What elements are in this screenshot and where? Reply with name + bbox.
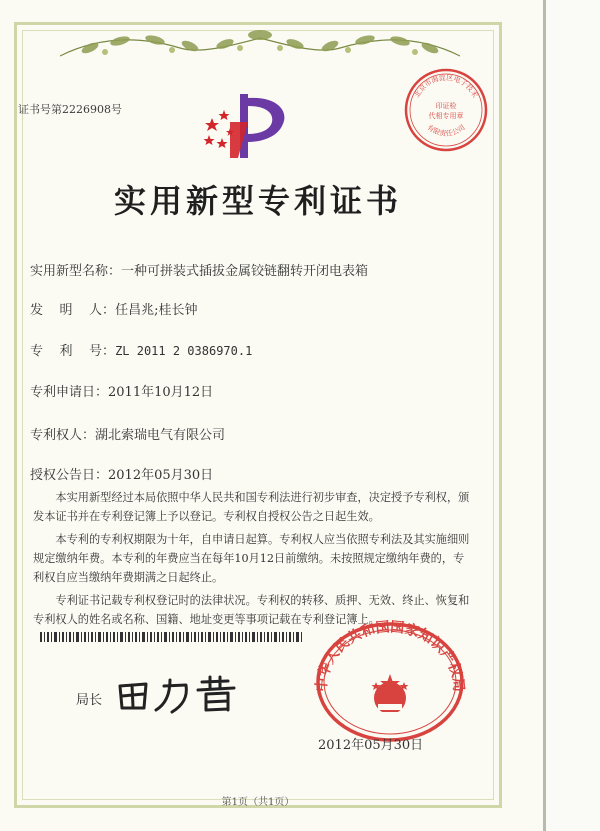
small-stamp-top-text: 北京市海淀区电子技术 xyxy=(412,73,480,100)
certificate-number: 证书号第2226908号 xyxy=(18,103,122,116)
field-value: ZL 2011 2 0386970.1 xyxy=(115,344,253,358)
field-inventor xyxy=(30,299,197,318)
field-label: 专 利 号： xyxy=(30,344,116,359)
barcode xyxy=(40,632,302,642)
field-value: 湖北索瑞电气有限公司 xyxy=(95,428,226,443)
field-patentee xyxy=(30,424,225,443)
field-utility-model-name xyxy=(30,260,368,279)
field-label: 专利申请日： xyxy=(30,385,109,400)
seal-text: 中华人民共和国国家知识产权局 xyxy=(313,620,467,693)
agency-stamp xyxy=(402,66,490,154)
right-margin xyxy=(542,0,600,831)
svg-text:印证检: 印证检 xyxy=(435,102,457,110)
field-value: 2012年05月30日 xyxy=(108,468,214,483)
seal-date: 2012年05月30日 xyxy=(318,738,424,753)
certificate-title: 实用新型专利证书 xyxy=(113,182,402,220)
body-paragraph: 本实用新型经过本局依照中华人民共和国专利法进行初步审查，决定授予专利权，颁发本证书并在专利登记簿上予以登记。专利权自授权公告之日起生效。 xyxy=(33,491,470,523)
small-stamp-bottom-text: 有限责任公司 xyxy=(425,123,467,138)
certificate-body xyxy=(33,488,473,633)
field-label: 专利权人： xyxy=(30,428,96,443)
garland-decoration xyxy=(60,26,460,66)
page-indicator: 第1页（共1页） xyxy=(221,797,295,808)
body-paragraph: 专利证书记载专利权登记时的法律状况。专利权的转移、质押、无效、终止、恢复和专利权人的姓名或名称、国籍、地址变更等事项记载在专利登记簿上。 xyxy=(33,594,470,626)
field-value: 2011年10月12日 xyxy=(108,385,214,400)
director-label: 局长 xyxy=(76,693,103,708)
national-ipa-seal xyxy=(312,620,468,744)
director-signature xyxy=(110,672,250,716)
svg-text:代相专用章: 代相专用章 xyxy=(428,112,464,120)
svg-text:有限责任公司 xyxy=(426,123,467,138)
field-value: 一种可拼装式插拔金属铰链翻转开闭电表箱 xyxy=(121,264,369,279)
right-edge-line xyxy=(543,0,546,831)
field-application-date xyxy=(30,381,213,400)
field-patent-number xyxy=(30,340,252,359)
field-publication-date xyxy=(30,464,213,483)
field-label: 发 明 人： xyxy=(30,303,116,318)
field-label: 实用新型名称： xyxy=(30,264,122,279)
field-value: 任昌兆;桂长钟 xyxy=(115,303,198,318)
field-label: 授权公告日： xyxy=(30,468,109,483)
body-paragraph: 本专利的专利权期限为十年，自申请日起算。专利权人应当依照专利法及其实施细则规定缴纳年费。本专利的年费应当在每年10月12日前缴纳。未按照规定缴纳年费的，专利权自应当缴纳年费期满之日起终止。 xyxy=(33,533,470,584)
patent-office-emblem xyxy=(200,88,295,166)
